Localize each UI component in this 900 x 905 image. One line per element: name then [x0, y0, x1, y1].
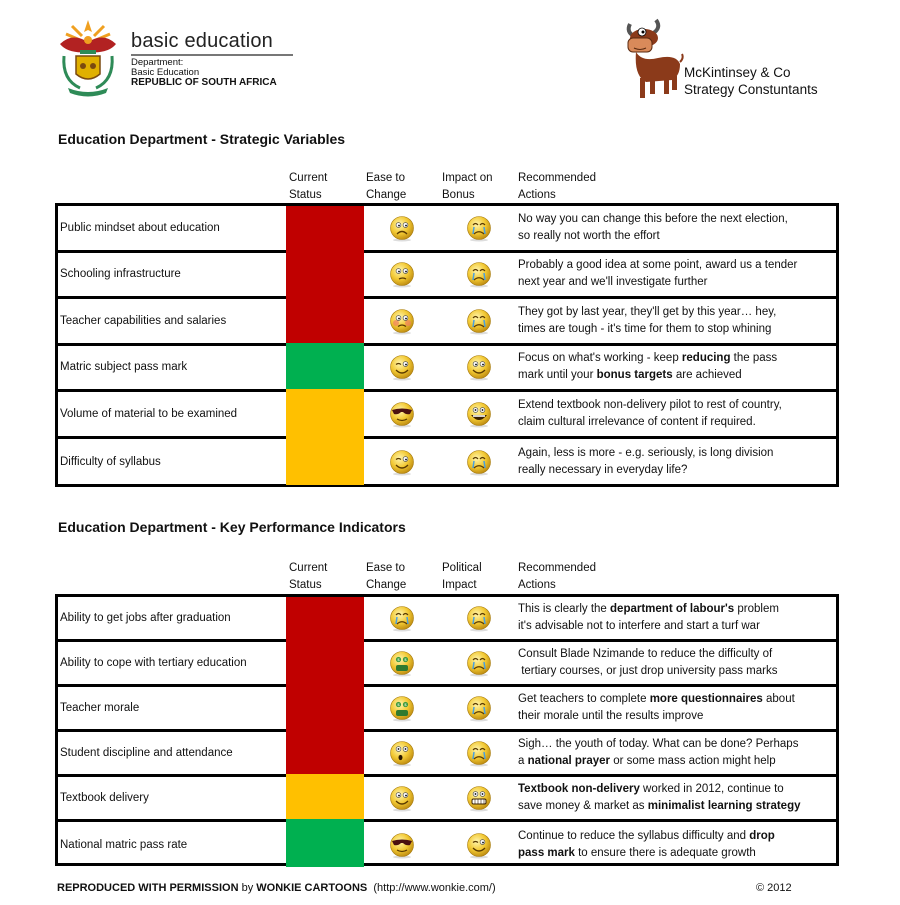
col-header-line: Actions	[518, 189, 556, 201]
row-label: Student discipline and attendance	[60, 747, 233, 759]
action-line: tertiary courses, or just drop university pass marks	[518, 665, 778, 677]
col-header-ease-to-change	[366, 560, 406, 594]
action-emphasis: drop	[749, 829, 775, 842]
action-text: save money & market as	[518, 800, 648, 812]
table-row	[58, 687, 836, 732]
grimacing-face-icon	[465, 784, 493, 812]
action-text: about	[762, 693, 795, 705]
col-header-line: Status	[289, 579, 322, 591]
action-line: No way you can change this before the next election,	[518, 212, 788, 225]
status-red	[286, 639, 364, 687]
recommended-action	[518, 642, 777, 684]
action-line: Consult Blade Nzimande to reduce the difficulty of	[518, 648, 773, 660]
action-text: Get teachers to complete	[518, 693, 650, 705]
crying-face-icon	[465, 260, 493, 288]
svg-text:$: $	[404, 702, 407, 707]
action-line: Sigh… the youth of today. What can be done? Perhaps	[518, 738, 799, 750]
action-line	[518, 350, 777, 367]
col-header-recommended-actions	[518, 170, 596, 204]
action-text: Continue to reduce the syllabus difficulty and	[518, 829, 750, 842]
footer-permission: REPRODUCED WITH PERMISSION	[57, 882, 239, 894]
kpi-table	[55, 594, 839, 866]
row-label: Textbook delivery	[60, 792, 149, 804]
recommended-action	[518, 392, 782, 436]
crying-face-icon	[465, 739, 493, 767]
sad-face-icon	[388, 214, 416, 242]
consultancy-name	[684, 64, 818, 98]
action-line	[518, 828, 775, 845]
action-text: Focus on what's working - keep	[518, 352, 682, 365]
coat-of-arms-logo	[52, 14, 124, 98]
action-line: times are tough - it's time for them to stop whining	[518, 322, 772, 335]
status-amber	[286, 774, 364, 822]
grinning-face-icon	[465, 400, 493, 428]
action-line: Extend textbook non-delivery pilot to rest of country,	[518, 398, 782, 411]
action-text: or some mass action might help	[610, 755, 776, 767]
recommended-action	[518, 253, 797, 297]
table-row	[58, 642, 836, 687]
action-emphasis: reducing	[681, 352, 731, 365]
action-line	[518, 601, 779, 618]
strategic-variables-table	[55, 203, 839, 487]
winking-face-icon	[465, 831, 493, 859]
recommended-action	[518, 299, 776, 343]
col-header-line: Current	[289, 172, 328, 184]
col-header-recommended-actions	[518, 560, 596, 594]
crying-face-icon	[465, 604, 493, 632]
svg-text:$: $	[404, 657, 407, 662]
surprised-face-icon	[388, 739, 416, 767]
col-header-current-status	[289, 560, 327, 594]
smiling-face-icon	[465, 353, 493, 381]
status-red	[286, 684, 364, 732]
consultancy-line-1: McKintinsey & Co	[684, 65, 791, 80]
republic-line: REPUBLIC OF SOUTH AFRICA	[131, 77, 277, 88]
col-header-line: Impact on	[442, 172, 493, 184]
blushing-sad-face-icon	[388, 307, 416, 335]
winking-face-icon	[388, 448, 416, 476]
action-line: really necessary in everyday life?	[518, 463, 688, 476]
action-text: This is clearly the	[518, 603, 611, 615]
action-text: the pass	[730, 352, 778, 365]
table-row	[58, 777, 836, 822]
winking-face-icon	[388, 353, 416, 381]
recommended-action	[518, 732, 798, 774]
recommended-action	[518, 439, 773, 486]
action-emphasis: pass mark	[518, 846, 575, 859]
status-amber	[286, 389, 364, 439]
table-row	[58, 822, 836, 867]
action-line	[518, 781, 801, 798]
action-emphasis: bonus targets	[596, 369, 673, 382]
table-row	[58, 253, 836, 300]
basic-education-line: Basic Education	[131, 67, 200, 78]
row-label: Teacher morale	[60, 702, 140, 714]
action-line	[518, 367, 777, 384]
row-label: Volume of material to be examined	[60, 407, 238, 420]
brand-underline	[131, 54, 293, 56]
col-header-line: Ease to	[366, 172, 405, 184]
status-red	[286, 206, 364, 253]
footer-credit	[57, 882, 496, 894]
col-header-line: Political	[442, 562, 482, 574]
table-row	[58, 392, 836, 439]
action-emphasis: more questionnaires	[649, 693, 763, 705]
confused-face-icon	[388, 260, 416, 288]
row-label: Difficulty of syllabus	[60, 455, 161, 468]
action-line: so really not worth the effort	[518, 229, 660, 242]
action-text: mark until your	[518, 369, 597, 382]
footer-wonkie: WONKIE CARTOONS	[256, 882, 368, 894]
status-red	[286, 597, 364, 642]
action-emphasis: Textbook non-delivery	[518, 783, 640, 795]
table-row	[58, 346, 836, 393]
footer-url[interactable]: (http://www.wonkie.com/)	[367, 882, 496, 894]
row-label: Schooling infrastructure	[60, 268, 181, 281]
status-red	[286, 250, 364, 300]
action-line: claim cultural irrelevance of content if required.	[518, 415, 756, 428]
action-line	[518, 798, 801, 815]
action-text: worked in 2012, continue to	[639, 783, 784, 795]
status-red	[286, 729, 364, 777]
action-line: Probably a good idea at some point, award us a tender	[518, 259, 798, 272]
crying-face-icon	[465, 448, 493, 476]
action-line: their morale until the results improve	[518, 710, 704, 722]
department-line: Department:	[131, 57, 184, 68]
action-line	[518, 845, 775, 862]
row-label: National matric pass rate	[60, 838, 188, 851]
crying-face-icon	[465, 307, 493, 335]
crying-face-icon	[465, 694, 493, 722]
table-row	[58, 439, 836, 486]
row-label: Teacher capabilities and salaries	[60, 314, 227, 327]
status-red	[286, 296, 364, 346]
action-text: to ensure there is adequate growth	[574, 846, 756, 859]
col-header-line: Recommended	[518, 172, 596, 184]
sunglasses-face-icon	[388, 400, 416, 428]
col-header-impact-on-bonus	[442, 170, 493, 204]
row-label: Ability to get jobs after graduation	[60, 612, 231, 624]
action-line: Again, less is more - e.g. seriously, is long division	[518, 446, 774, 459]
recommended-action	[518, 206, 788, 250]
col-header-line: Status	[289, 189, 322, 201]
consultancy-line-2: Strategy Constuntants	[684, 82, 818, 97]
action-text: problem	[734, 603, 779, 615]
status-green	[286, 343, 364, 393]
recommended-action	[518, 346, 777, 390]
department-subtitle	[131, 58, 277, 88]
col-header-line: Recommended	[518, 562, 596, 574]
recommended-action	[518, 822, 775, 867]
action-emphasis: department of labour's	[610, 603, 735, 615]
recommended-action	[518, 687, 795, 729]
col-header-line: Bonus	[442, 189, 475, 201]
action-text: a	[518, 755, 528, 767]
col-header-line: Change	[366, 579, 407, 591]
copyright: © 2012	[756, 882, 792, 894]
action-text: are achieved	[672, 369, 742, 382]
status-green	[286, 819, 364, 867]
col-header-line: Ease to	[366, 562, 405, 574]
svg-text:$: $	[397, 657, 400, 662]
action-emphasis: national prayer	[527, 755, 611, 767]
money-face-icon	[388, 649, 416, 677]
col-header-ease-to-change	[366, 170, 406, 204]
table-row	[58, 206, 836, 253]
col-header-line: Current	[289, 562, 328, 574]
table-row	[58, 299, 836, 346]
action-line: next year and we'll investigate further	[518, 276, 708, 289]
smiling-face-icon	[388, 784, 416, 812]
recommended-action	[518, 597, 779, 639]
crying-face-icon	[388, 604, 416, 632]
footer-by: by	[238, 882, 257, 894]
col-header-line: Impact	[442, 579, 477, 591]
col-header-line: Change	[366, 189, 407, 201]
action-emphasis: minimalist learning strategy	[647, 800, 801, 812]
money-face-icon	[388, 694, 416, 722]
sunglasses-face-icon	[388, 831, 416, 859]
row-label: Public mindset about education	[60, 221, 220, 234]
crying-face-icon	[465, 649, 493, 677]
bull-mascot-logo	[622, 18, 684, 102]
table-row	[58, 732, 836, 777]
col-header-current-status	[289, 170, 327, 204]
action-line: They got by last year, they'll get by this year… hey,	[518, 305, 777, 318]
crying-face-icon	[465, 214, 493, 242]
action-line	[518, 691, 795, 708]
table-row	[58, 597, 836, 642]
kpi-section-title: Education Department - Key Performance Indicators	[58, 519, 406, 535]
col-header-political-impact	[442, 560, 482, 594]
row-label: Ability to cope with tertiary education	[60, 657, 247, 669]
strategic-section-title: Education Department - Strategic Variables	[58, 131, 346, 147]
row-label: Matric subject pass mark	[60, 361, 188, 374]
action-line	[518, 753, 798, 770]
action-line: it's advisable not to interfere and start a turf war	[518, 620, 760, 632]
col-header-line: Actions	[518, 579, 556, 591]
svg-text:$: $	[397, 702, 400, 707]
basic-education-title: basic education	[131, 30, 273, 52]
recommended-action	[518, 777, 801, 819]
status-amber	[286, 436, 364, 486]
